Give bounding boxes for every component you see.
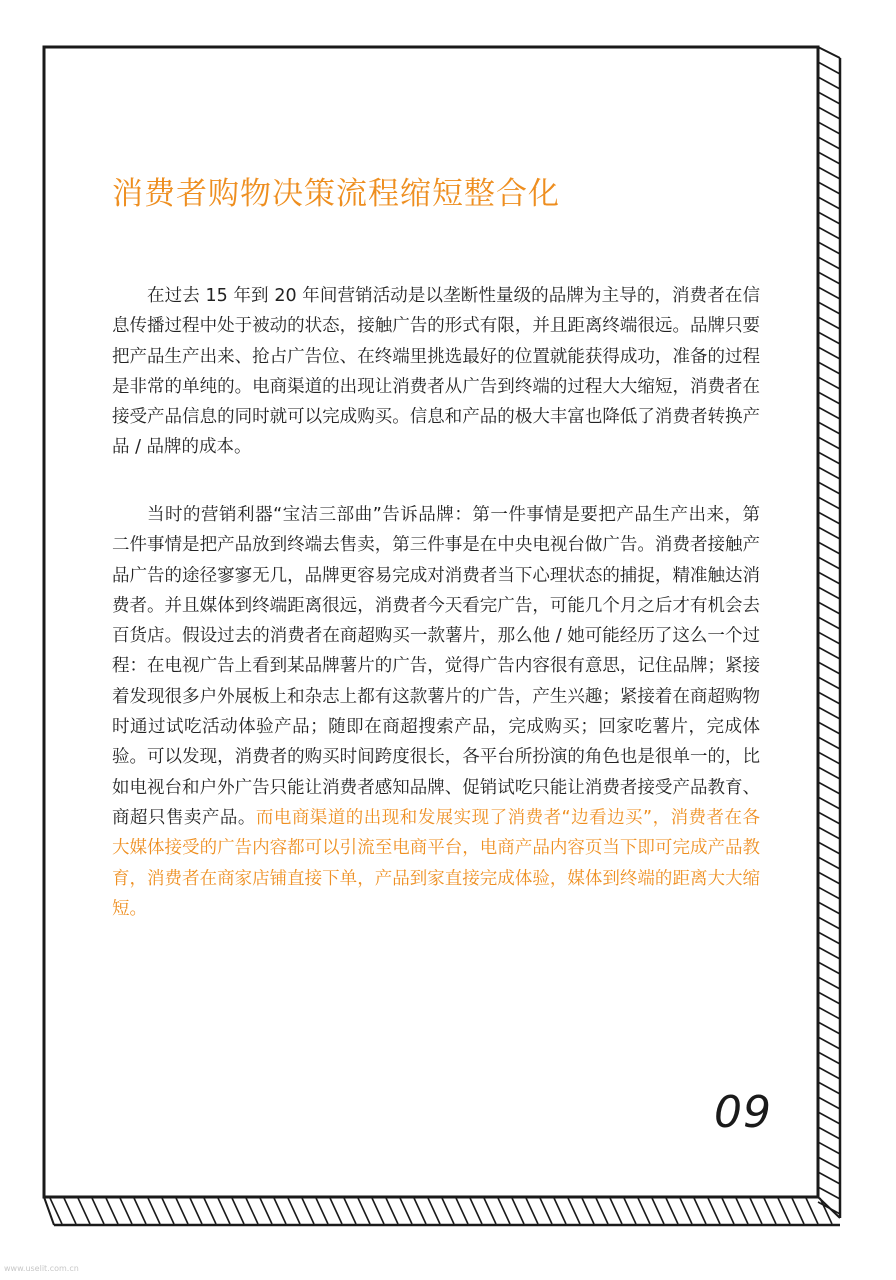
- hatch-line: [792, 1198, 804, 1224]
- hatch-line: [818, 992, 840, 1004]
- hatch-line: [400, 1198, 412, 1224]
- hatch-line: [232, 1198, 244, 1224]
- hatch-line: [246, 1198, 258, 1224]
- hatch-line: [818, 62, 840, 74]
- hatch-line: [288, 1198, 300, 1224]
- hatch-line: [818, 392, 840, 404]
- hatch-line: [818, 527, 840, 539]
- hatch-line: [818, 707, 840, 719]
- hatch-line: [414, 1198, 426, 1224]
- hatch-line: [818, 1112, 840, 1124]
- hatch-line: [358, 1198, 370, 1224]
- hatch-line: [344, 1198, 356, 1224]
- hatch-line: [764, 1198, 776, 1224]
- hatch-line: [680, 1198, 692, 1224]
- hatch-line: [818, 887, 840, 899]
- hatch-line: [818, 797, 840, 809]
- hatch-line: [818, 557, 840, 569]
- page-number: 09: [714, 1087, 772, 1138]
- hatch-line: [818, 782, 840, 794]
- hatch-line: [818, 47, 840, 58]
- hatch-line: [818, 242, 840, 254]
- hatch-line: [818, 227, 840, 239]
- hatch-line: [372, 1198, 384, 1224]
- hatch-line: [818, 812, 840, 824]
- hatch-line: [818, 332, 840, 344]
- paragraph-2-text: 当时的营销利器“宝洁三部曲”告诉品牌：第一件事情是要把产品生产出来，第二件事情是把产品放到终端去售卖，第三件事是在中央电视台做广告。消费者接触产品广告的途径寥寥无几，品牌更容易完成对消费者当下心理状态的捕捉，精准触达消费者。并且媒体到终端距离很远，消费者今天看完广告，可能几个月之后才有机会去百货店。假设过去的消费者在商超购买一款薯片，那么他 / 她可能经历了这么一个过程：在电视广告上看到某品牌薯片的广告，觉得广告内容很有意思，记住品牌；紧接着发现很多户外展板上和杂志上都有这款薯片的广告，产生兴趣；紧接着在商超购物时通过试吃活动体验产品；随即在商超搜索产品，完成购买；回家吃薯片，完成体验。可以发现，消费者的购买时间跨度很长，各平台所扮演的角色也是很单一的，比如电视台和户外广告只能让消费者感知品牌、促销试吃只能让消费者接受产品教育、商超只售卖产品。: [112, 505, 760, 828]
- hatch-line: [176, 1198, 188, 1224]
- hatch-line: [638, 1198, 650, 1224]
- hatch-line: [190, 1198, 202, 1224]
- right-hatch-border: [818, 47, 840, 1218]
- hatch-line: [818, 677, 840, 689]
- hatch-line: [818, 377, 840, 389]
- hatch-line: [818, 902, 840, 914]
- hatch-line: [818, 1127, 840, 1139]
- bottom-hatch-border: [44, 1197, 840, 1225]
- hatch-line: [818, 137, 840, 149]
- hatch-line: [818, 1067, 840, 1079]
- hatch-line: [818, 152, 840, 164]
- hatch-line: [818, 422, 840, 434]
- hatch-line: [818, 467, 840, 479]
- hatch-line: [818, 407, 840, 419]
- hatch-line: [818, 977, 840, 989]
- hatch-line: [302, 1198, 314, 1224]
- hatch-line: [818, 752, 840, 764]
- hatch-line: [818, 197, 840, 209]
- hatch-line: [568, 1198, 580, 1224]
- highlighted-paragraph-text: 而电商渠道的出现和发展实现了消费者“边看边买”，消费者在各大媒体接受的广告内容都可以引流至电商平台，电商产品内容页当下即可完成产品教育，消费者在商家店铺直接下单，产品到家直接完成体验，媒体到终端的距离大大缩短。: [112, 807, 760, 919]
- hatch-line: [44, 1197, 54, 1225]
- hatch-line: [818, 1157, 840, 1169]
- hatch-line: [694, 1198, 706, 1224]
- hatch-line: [818, 107, 840, 119]
- hatch-line: [818, 602, 840, 614]
- hatch-line: [162, 1198, 174, 1224]
- hatch-line: [204, 1198, 216, 1224]
- hatch-line: [484, 1198, 496, 1224]
- hatch-line: [92, 1198, 104, 1224]
- hatch-line: [818, 947, 840, 959]
- hatch-line: [652, 1198, 664, 1224]
- hatch-line: [386, 1198, 398, 1224]
- hatch-line: [624, 1198, 636, 1224]
- hatch-line: [818, 167, 840, 179]
- hatch-line: [218, 1198, 230, 1224]
- hatch-line: [818, 587, 840, 599]
- hatch-line: [818, 452, 840, 464]
- hatch-line: [708, 1198, 720, 1224]
- paragraph-1: 在过去 15 年到 20 年间营销活动是以垄断性量级的品牌为主导的，消费者在信息传播过程中处于被动的状态，接触广告的形式有限，并且距离终端很远。品牌只要把产品生产出来、抢占广告位、在终端里挑选最好的位置就能获得成功，准备的过程是非常的单纯的。电商渠道的出现让消费者从广告到终端的过程大大缩短，消费者在接受产品信息的同时就可以完成购买。信息和产品的极大丰富也降低了消费者转换产品 / 品牌的成本。: [112, 286, 760, 458]
- hatch-line: [818, 827, 840, 839]
- hatch-line: [818, 77, 840, 89]
- hatch-line: [818, 1142, 840, 1154]
- hatch-line: [540, 1198, 552, 1224]
- hatch-line: [818, 572, 840, 584]
- hatch-line: [818, 497, 840, 509]
- hatch-line: [134, 1198, 146, 1224]
- hatch-line: [818, 842, 840, 854]
- hatch-line: [818, 962, 840, 974]
- hatch-line: [78, 1198, 90, 1224]
- hatch-line: [818, 542, 840, 554]
- hatch-line: [722, 1198, 734, 1224]
- hatch-line: [610, 1198, 622, 1224]
- hatch-line: [818, 437, 840, 449]
- hatch-line: [818, 182, 840, 194]
- hatch-line: [818, 1097, 840, 1109]
- hatch-line: [148, 1198, 160, 1224]
- hatch-line: [818, 512, 840, 524]
- hatch-line: [456, 1198, 468, 1224]
- hatch-line: [666, 1198, 678, 1224]
- hatch-line: [428, 1198, 440, 1224]
- hatch-line: [818, 1187, 840, 1199]
- hatch-line: [442, 1198, 454, 1224]
- hatch-line: [818, 932, 840, 944]
- hatch-line: [470, 1198, 482, 1224]
- paragraph-2: [112, 500, 760, 924]
- hatch-line: [818, 317, 840, 329]
- hatch-line: [818, 1022, 840, 1034]
- hatch-line: [818, 122, 840, 134]
- page-title: 消费者购物决策流程缩短整合化: [112, 176, 560, 212]
- hatch-line: [120, 1198, 132, 1224]
- hatch-line: [818, 767, 840, 779]
- hatch-line: [806, 1198, 818, 1224]
- hatch-line: [512, 1198, 524, 1224]
- hatch-line: [818, 92, 840, 104]
- hatch-line: [316, 1198, 328, 1224]
- hatch-line: [106, 1198, 118, 1224]
- hatch-line: [750, 1198, 762, 1224]
- hatch-line: [274, 1198, 286, 1224]
- hatch-line: [818, 647, 840, 659]
- hatch-line: [330, 1198, 342, 1224]
- hatch-line: [818, 857, 840, 869]
- hatch-line: [818, 662, 840, 674]
- hatch-line: [818, 212, 840, 224]
- hatch-line: [818, 1172, 840, 1184]
- hatch-line: [818, 737, 840, 749]
- hatch-line: [818, 362, 840, 374]
- hatch-line: [526, 1198, 538, 1224]
- hatch-line: [64, 1198, 76, 1224]
- hatch-line: [818, 632, 840, 644]
- hatch-line: [818, 482, 840, 494]
- hatch-line: [818, 1037, 840, 1049]
- hatch-line: [818, 302, 840, 314]
- watermark-text: www.uselit.com.cn: [4, 1264, 79, 1273]
- hatch-line: [818, 872, 840, 884]
- hatch-line: [818, 347, 840, 359]
- hatch-line: [818, 1052, 840, 1064]
- hatch-line: [596, 1198, 608, 1224]
- hatch-line: [498, 1198, 510, 1224]
- hatch-line: [818, 917, 840, 929]
- hatch-line: [820, 1198, 832, 1224]
- hatch-line: [582, 1198, 594, 1224]
- hatch-line: [778, 1198, 790, 1224]
- hatch-line: [818, 287, 840, 299]
- hatch-line: [818, 722, 840, 734]
- hatch-line: [818, 617, 840, 629]
- hatch-line: [554, 1198, 566, 1224]
- hatch-line: [818, 692, 840, 704]
- hatch-line: [818, 1082, 840, 1094]
- hatch-line: [736, 1198, 748, 1224]
- hatch-line: [818, 257, 840, 269]
- hatch-line: [818, 272, 840, 284]
- hatch-line: [260, 1198, 272, 1224]
- hatch-line: [818, 1007, 840, 1019]
